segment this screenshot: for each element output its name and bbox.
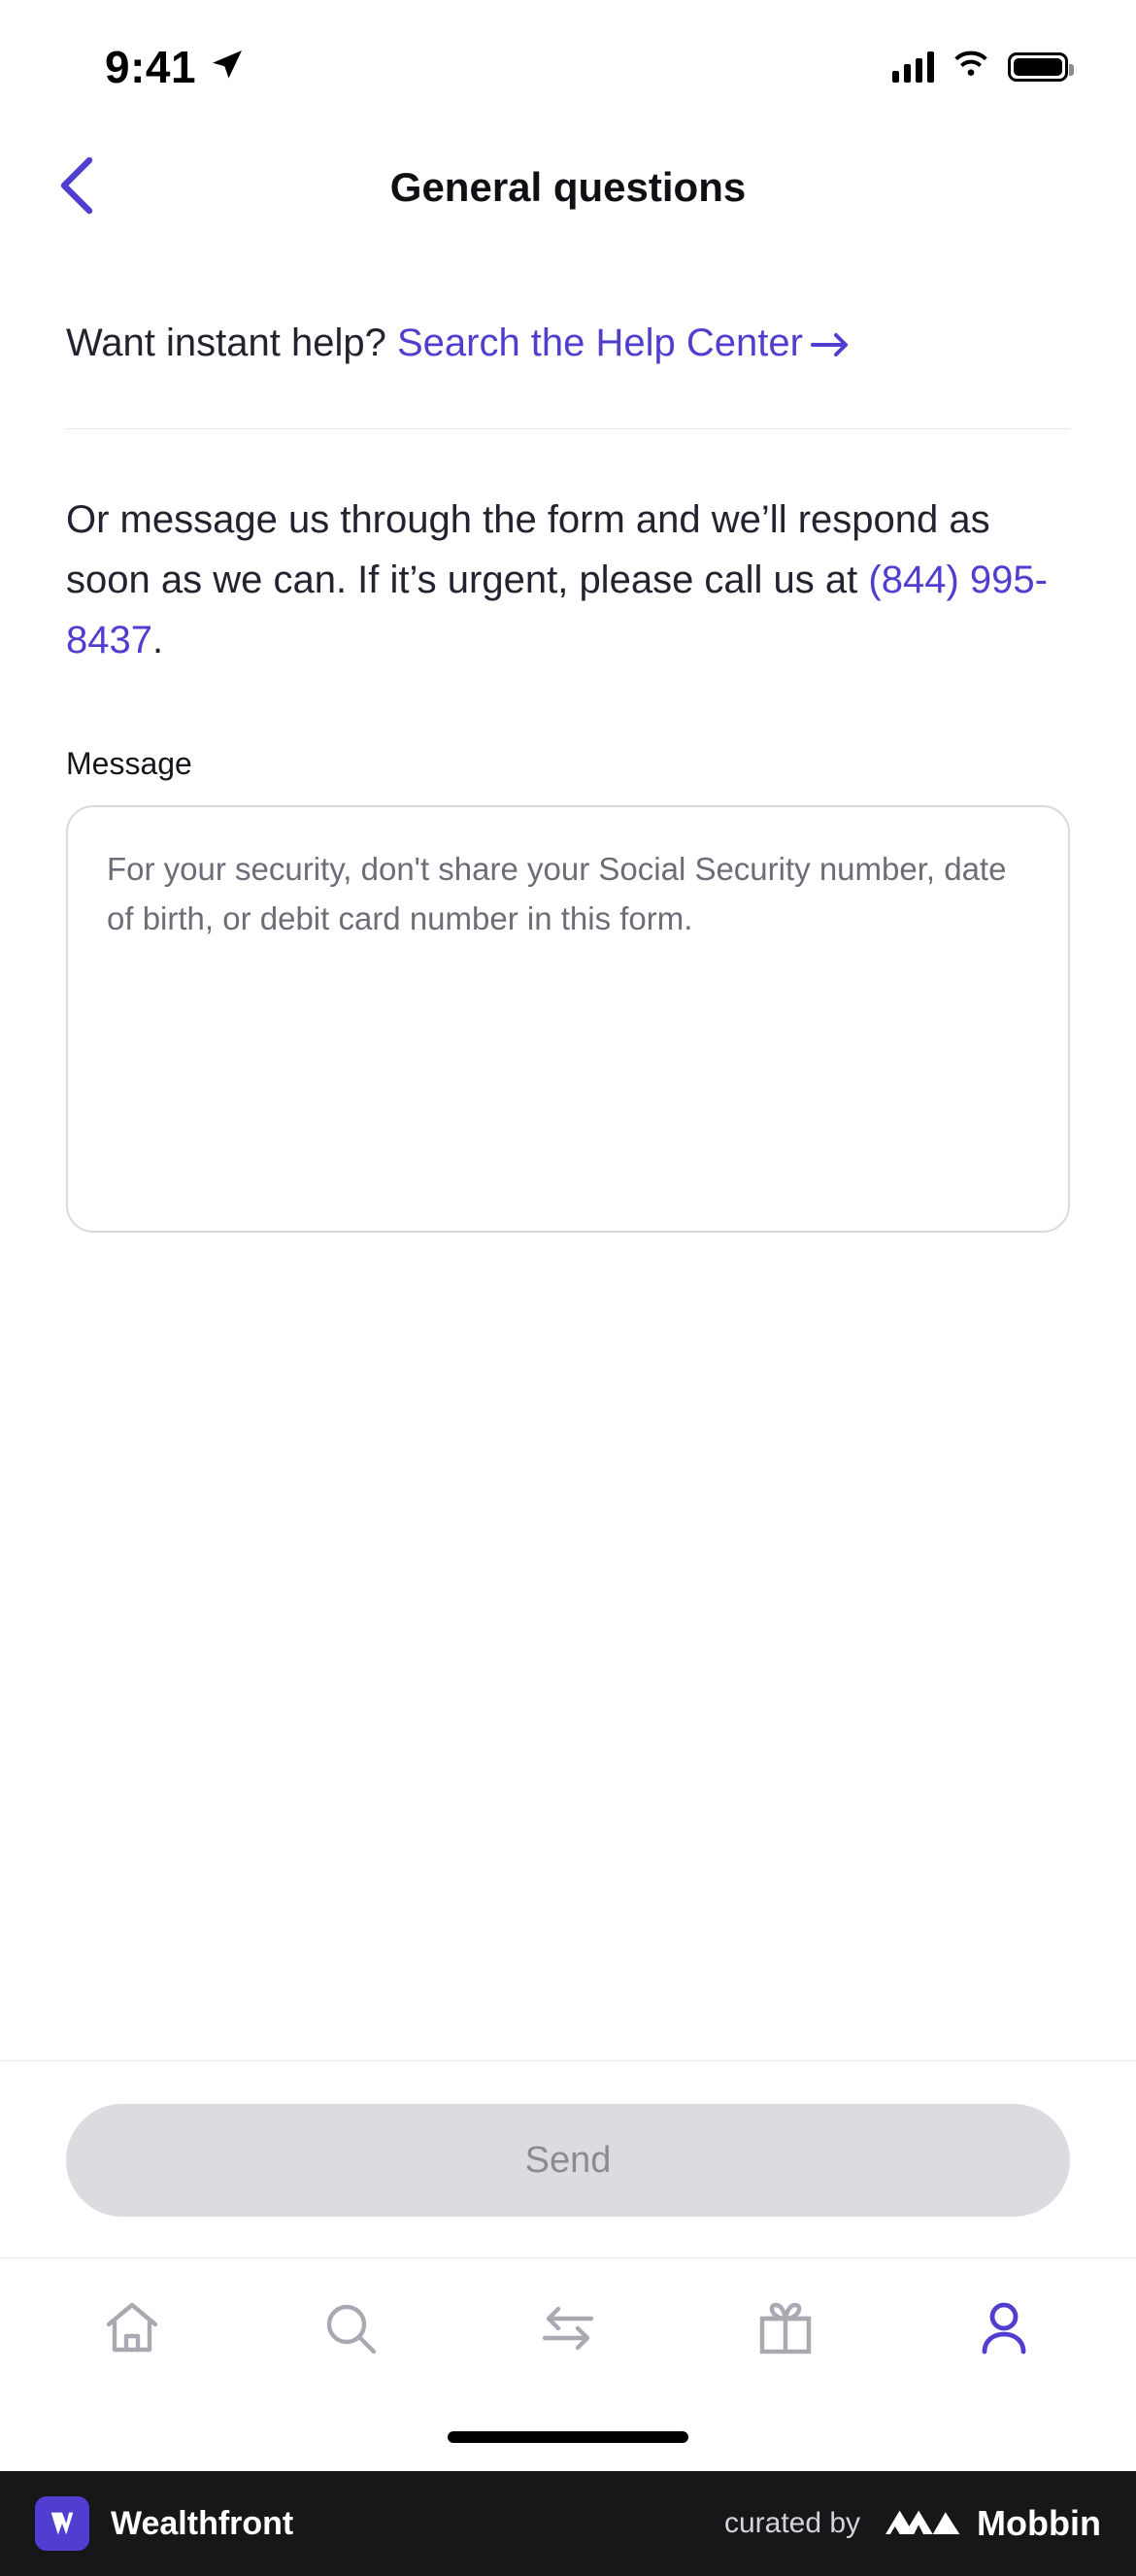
status-bar xyxy=(0,0,1136,134)
send-button[interactable]: Send xyxy=(66,2104,1070,2217)
message-intro-before: Or message us through the form and we’ll respond as soon as we can. If it’s urgent, please call us at xyxy=(66,498,990,601)
tab-home[interactable] xyxy=(74,2273,190,2390)
search-icon xyxy=(319,2297,382,2364)
tab-search[interactable] xyxy=(292,2273,409,2390)
location-arrow-icon xyxy=(210,48,245,87)
wifi-icon xyxy=(952,51,990,85)
footer-credit xyxy=(724,2503,1101,2544)
message-input[interactable] xyxy=(66,805,1070,1233)
chevron-left-icon xyxy=(56,156,99,220)
cellular-bars-icon xyxy=(892,51,934,83)
message-field-label: Message xyxy=(66,746,192,781)
message-intro-after: . xyxy=(151,619,164,661)
back-button[interactable] xyxy=(39,149,117,226)
person-icon xyxy=(973,2297,1035,2364)
footer-curated-by: curated by xyxy=(723,2507,861,2539)
tab-bar xyxy=(0,2257,1136,2403)
footer-mobbin xyxy=(885,2503,1101,2544)
transfer-arrows-icon xyxy=(537,2297,599,2364)
send-bar xyxy=(0,2060,1136,2257)
main-content xyxy=(0,241,1136,2060)
footer-app xyxy=(35,2496,293,2551)
status-time: 9:41 xyxy=(105,42,197,92)
mobbin-footer xyxy=(0,2471,1136,2576)
arrow-right-icon xyxy=(811,320,852,372)
tab-profile[interactable] xyxy=(946,2273,1062,2390)
support-phone-link[interactable]: (844) 995-8437 xyxy=(66,559,1048,661)
tab-rewards[interactable] xyxy=(727,2273,844,2390)
status-bar-left xyxy=(0,41,245,93)
search-help-center-label: Search the Help Center xyxy=(396,322,803,364)
instant-help-row xyxy=(66,317,1070,372)
wealthfront-logo-icon xyxy=(35,2496,89,2551)
message-field-wrapper xyxy=(66,805,1070,1237)
search-help-center-link[interactable] xyxy=(397,322,852,364)
footer-mobbin-name: Mobbin xyxy=(977,2503,1101,2543)
footer-app-name: Wealthfront xyxy=(111,2504,294,2542)
page-title: General questions xyxy=(389,164,747,210)
status-bar-right xyxy=(892,51,1068,85)
instant-help-prompt: Want instant help? xyxy=(66,322,386,364)
gift-icon xyxy=(754,2297,817,2364)
section-divider xyxy=(66,428,1070,429)
tab-transfers[interactable] xyxy=(510,2273,626,2390)
nav-bar xyxy=(0,134,1136,241)
home-indicator xyxy=(0,2403,1136,2471)
battery-full-icon xyxy=(1008,52,1068,82)
mobbin-logo-icon xyxy=(885,2505,961,2543)
message-intro-text xyxy=(66,490,1070,670)
home-icon xyxy=(101,2297,163,2364)
